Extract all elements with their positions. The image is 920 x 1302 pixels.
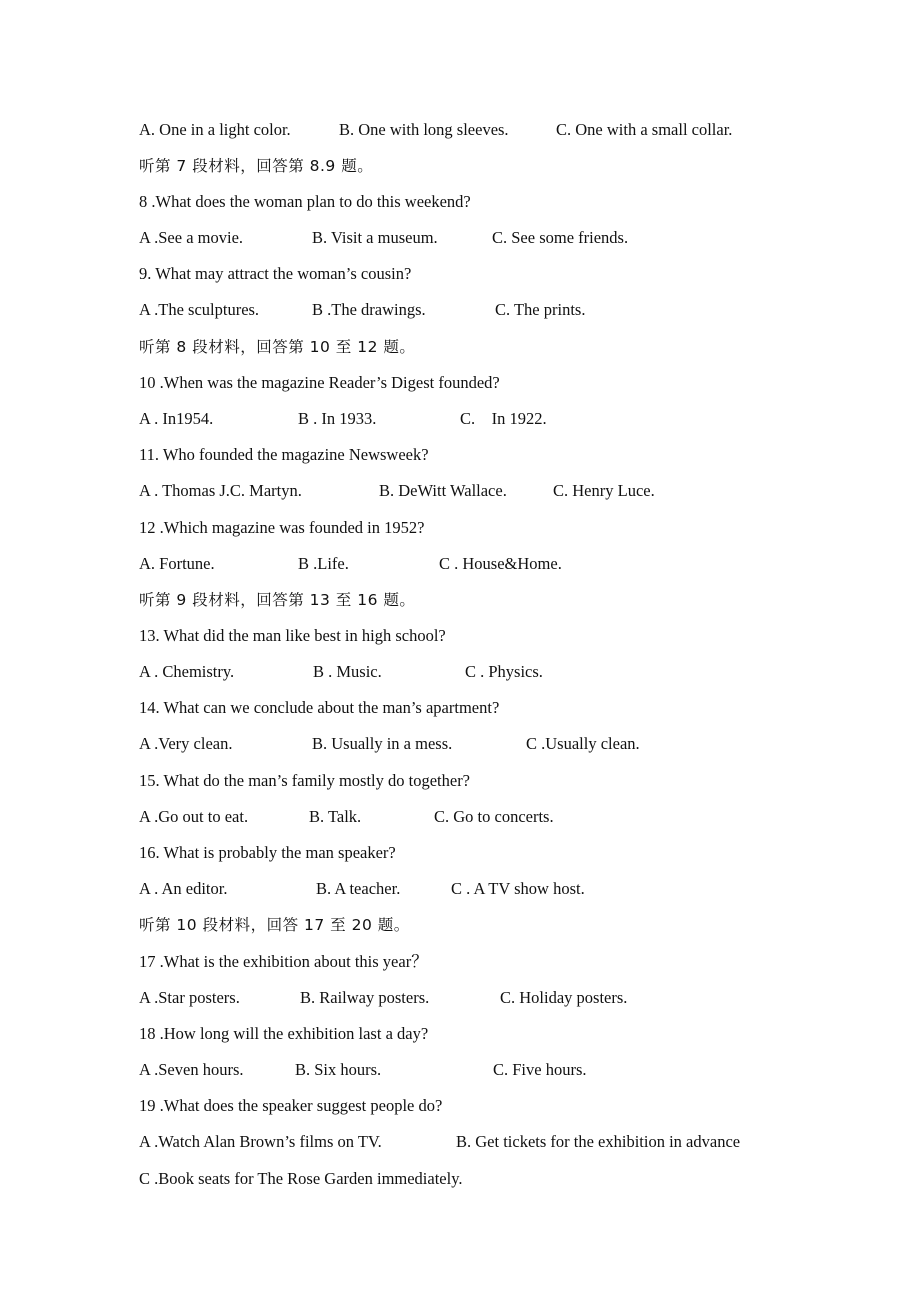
option-c: C. Holiday posters. <box>500 988 628 1007</box>
question-11: 11. Who founded the magazine Newsweek? <box>139 445 429 464</box>
question-19: 19 .What does the speaker suggest people do? <box>139 1096 443 1115</box>
option-c: C. Henry Luce. <box>553 481 655 500</box>
option-c: C. One with a small collar. <box>556 120 733 139</box>
option-b: B. Get tickets for the exhibition in advance <box>456 1132 741 1151</box>
section-heading: 听第 8 段材料，回答第 10 至 12 题。 <box>139 338 416 356</box>
option-a: A .Go out to eat. <box>139 807 249 826</box>
option-a: A. Fortune. <box>139 554 215 573</box>
option-c: C . Physics. <box>465 662 543 681</box>
option-b: B .The drawings. <box>312 300 426 319</box>
option-b: B. Railway posters. <box>300 988 430 1007</box>
question-14: 14. What can we conclude about the man’s apartment? <box>139 698 500 717</box>
question-18: 18 .How long will the exhibition last a day? <box>139 1024 429 1043</box>
question-9: 9. What may attract the woman’s cousin? <box>139 264 412 283</box>
question-8: 8 .What does the woman plan to do this weekend? <box>139 192 471 211</box>
question-17: 17 .What is the exhibition about this year？ <box>139 952 428 971</box>
question-10: 10 .When was the magazine Reader’s Digest founded? <box>139 373 500 392</box>
section-heading: 听第 7 段材料，回答第 8.9 题。 <box>139 157 374 175</box>
option-b: B. A teacher. <box>316 879 401 898</box>
question-16: 16. What is probably the man speaker? <box>139 843 396 862</box>
option-c: C. The prints. <box>495 300 586 319</box>
option-b: B. One with long sleeves. <box>339 120 509 139</box>
option-c: C. In 1922. <box>460 409 547 428</box>
option-b: B. Usually in a mess. <box>312 734 453 753</box>
option-b: B. Visit a museum. <box>312 228 438 247</box>
question-12: 12 .Which magazine was founded in 1952? <box>139 518 425 537</box>
option-a: A . An editor. <box>139 879 228 898</box>
option-a: A . In1954. <box>139 409 214 428</box>
section-heading: 听第 9 段材料，回答第 13 至 16 题。 <box>139 591 416 609</box>
option-a: A .Very clean. <box>139 734 233 753</box>
option-c: C . House&Home. <box>439 554 562 573</box>
option-a: A .Star posters. <box>139 988 240 1007</box>
option-a: A .See a movie. <box>139 228 244 247</box>
option-c: C .Usually clean. <box>526 734 640 753</box>
option-c: C. Five hours. <box>493 1060 587 1079</box>
option-a: A .Seven hours. <box>139 1060 244 1079</box>
option-a: A . Chemistry. <box>139 662 235 681</box>
option-a: A .The sculptures. <box>139 300 260 319</box>
section-heading: 听第 10 段材料，回答 17 至 20 题。 <box>139 916 410 934</box>
option-a: A .Watch Alan Brown’s films on TV. <box>139 1132 382 1151</box>
option-a: A . Thomas J.C. Martyn. <box>139 481 302 500</box>
option-b: B .Life. <box>298 554 349 573</box>
option-c: C. Go to concerts. <box>434 807 554 826</box>
option-a: A. One in a light color. <box>139 120 291 139</box>
option-b: B . In 1933. <box>298 409 377 428</box>
option-b: B. Talk. <box>309 807 362 826</box>
option-b: B. Six hours. <box>295 1060 382 1079</box>
option-c: C .Book seats for The Rose Garden immediately. <box>139 1169 463 1188</box>
option-b: B . Music. <box>313 662 382 681</box>
option-c: C . A TV show host. <box>451 879 585 898</box>
option-c: C. See some friends. <box>492 228 629 247</box>
question-15: 15. What do the man’s family mostly do together? <box>139 771 471 790</box>
option-b: B. DeWitt Wallace. <box>379 481 507 500</box>
question-13: 13. What did the man like best in high school? <box>139 626 446 645</box>
